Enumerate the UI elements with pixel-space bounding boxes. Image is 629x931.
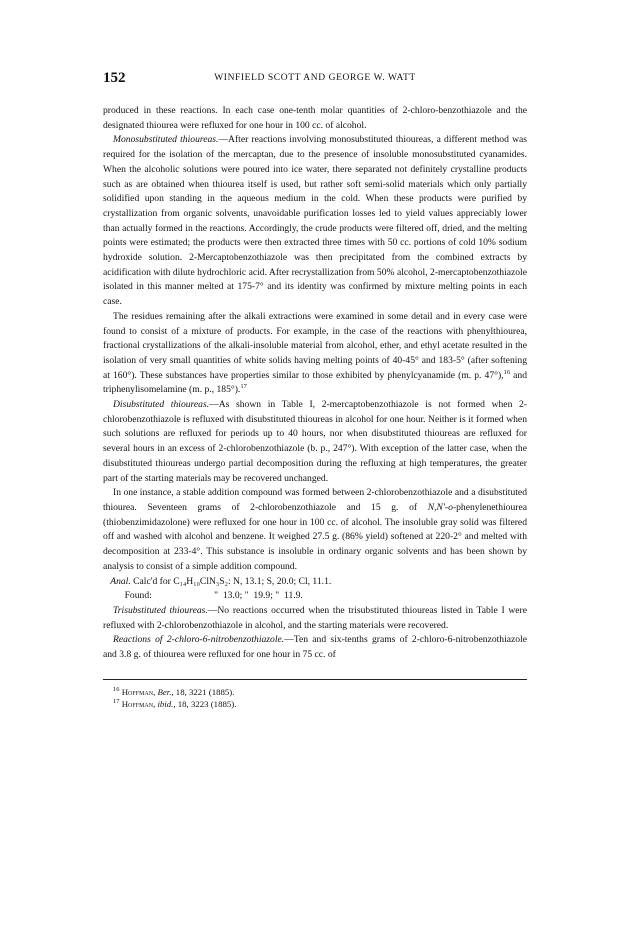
footnote-mark: 16 [113,685,120,693]
footnote-journal: ibid., [157,699,176,710]
footnote-author: Hoffman, [121,686,156,697]
footnote-17 [113,698,527,711]
paragraph-disubstituted [103,398,527,486]
footnote-mark: 17 [113,698,120,706]
footnote-reference: 18, 3223 (1885). [175,699,237,710]
footnote-16 [113,686,527,699]
paragraph-monosubstituted [103,133,527,309]
analysis-found-values: " 13.0; " 19.9; " 11.9. [214,590,303,602]
paragraph-text: —Ten and six-tenths grams of 2-chloro-6-nitrobenzothiazole and 3.8 g. of thiourea were refluxed for one hour in 75 cc. of [103,634,527,661]
paragraph-addition-compound [103,486,527,574]
footnote-ref: 17 [240,383,247,391]
paragraph-intro: produced in these reactions. In each case one-tenth molar quantities of 2-chloro-benzothiazole and the designated thiourea were refluxed for one hour in 100 cc. of alcohol. [103,105,527,131]
journal-page [103,70,527,711]
paragraph-trisubstituted [103,604,527,633]
section-heading-nitro: Reactions of 2-chloro-6-nitrobenzothiazole. [113,634,285,646]
running-head: WINFIELD SCOTT AND GEORGE W. WATT [214,73,416,83]
paragraph-text: —No reactions occurred when the trisubstituted thioureas listed in Table I were refluxed with 2-chlorobenzothiazole in alcohol, and the starting materials were recovered. [103,604,527,631]
analysis-label: Anal. [110,575,131,587]
paragraph-residues [103,310,527,398]
paragraph-text: and triphenylisomelamine (m. p., 185°). [103,369,527,396]
analysis-calculated-values: Calc'd for C₁₄H₁₀ClN₃S₂: N, 13.1; S, 20.0; Cl, 11.1. [130,575,332,587]
paragraph-text: —After reactions involving monosubstituted thioureas, a different method was required for the isolation of the mercaptan, due to the presence of insoluble monosubstituted cyanamides. When the alcoholic solutions were poured into ice water, there separated not definitely crystalline products such as are obtained when thiourea itself is used, but rather soft semi-solid materials which only partially solidified upon standing in the aqueous medium in the cold. When these products were purified by crystallization from organic solvents, unavoidable purification losses led to yield values appreciably lower than actually formed in the reactions. Accordingly, the crude products were filtered off, dried, and the melting points were estimated; the products were then extracted three times with 50 cc. portions of cold 10% sodium hydroxide solution. 2-Mercaptobenzothiazole was then precipitated from the combined extracts by acidification with dilute hydrochloric acid. After recrystallization from 50% alcohol, 2-mercaptobenzothiazole isolated in this manner melted at 175-7° and its identity was confirmed by mixture melting points in each case. [103,134,527,308]
paragraph-text: -phenylenethiourea (thiobenzimidazolone) were refluxed for one hour in 100 cc. of alcohol. The insoluble gray solid was filtered off and washed with alcohol and benzene. It weighed 27.5 g. (86% yield) softened at 220-2° and melted with decomposition at 233-4°. This substance is insoluble in ordinary organic solvents and has been shown by analysis to consist of a simple addition compound. [103,501,527,572]
section-heading-trisubstituted: Trisubstituted thioureas. [113,604,208,616]
page-number: 152 [103,70,126,86]
analysis-calculated [103,575,527,590]
paragraph-text: The residues remaining after the alkali extractions were examined in some detail and in every case were found to consist of a mixture of products. For example, in the case of the reactions with phenylthiourea, fractional crystallizations of the alkali-insoluble material from alcohol, ether, and ethyl acetate resulted in the isolation of very small quantities of white solids having melting points of 40-45° and 183-5° (after softening at 160°). These substances have properties similar to those exhibited by phenylcyanamide (m. p. 47°), [103,310,527,381]
analysis-found [103,589,527,604]
footnote-journal: Ber., [157,686,174,697]
paragraph-text: In one instance, a stable addition compound was formed between 2-chlorobenzothiazole and a disubstituted thiourea. Seventeen grams of 2-chlorobenzothiazole and 15 g. of [103,487,527,513]
footnote-ref: 16 [503,368,511,376]
chemical-prefix: N,N'-o [427,501,453,513]
section-heading-monosubstituted: Monosubstituted thioureas. [113,134,219,146]
paragraph-nitro [103,633,527,662]
footnote-divider [103,679,527,680]
section-heading-disubstituted: Disubstituted thioureas. [113,399,210,411]
analysis-found-label: Found: [124,590,152,602]
page-header [103,70,527,86]
paragraph-text: —As shown in Table I, 2-mercaptobenzothiazole is not formed when 2-chlorobenzothiazole is refluxed with disubstituted thioureas in alcohol for one hour. Neither is it formed when such solutions are refluxed for periods up to 40 hours, nor when disubstituted thioureas are refluxed for several hours in an excess of 2-chlorobenzothiazole (b. p., 247°). With exception of the latter case, when the disubstituted thioureas undergo partial decomposition during the refluxing at high temperatures, the greater part of the starting materials may be recovered unchanged. [103,399,527,484]
footnote-author: Hoffman, [121,699,156,710]
footnote-reference: 18, 3221 (1885). [173,686,235,697]
